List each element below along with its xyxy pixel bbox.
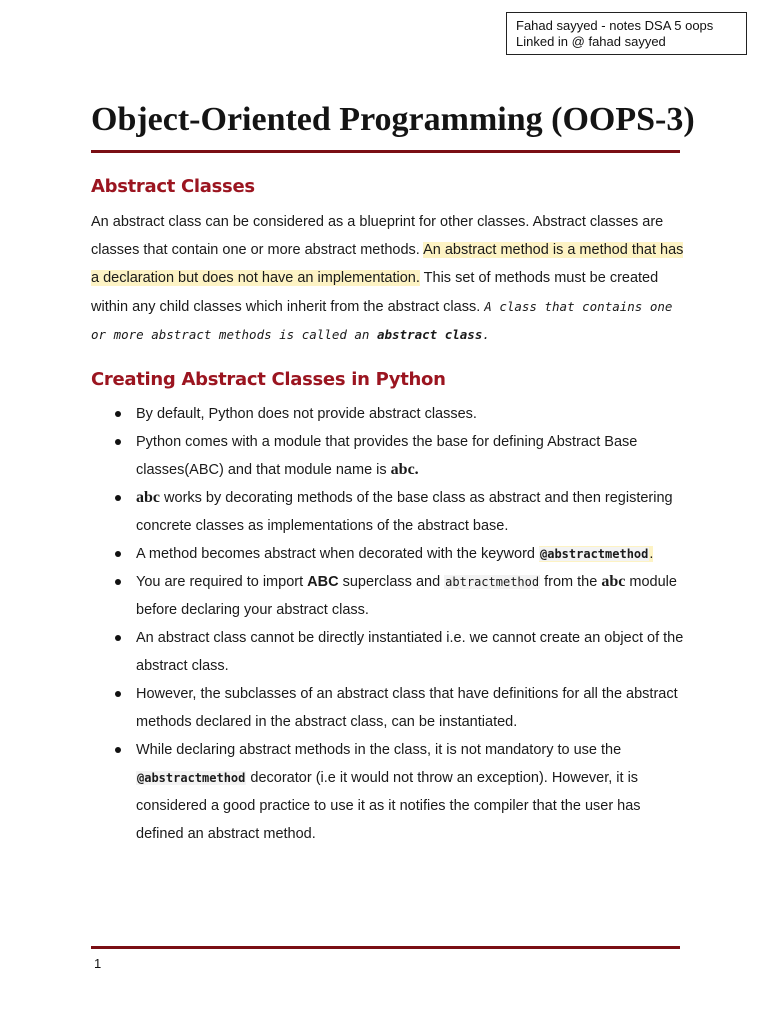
highlighted-definition: An abstract method is a method that has a declaration but does not have an implementation.	[91, 242, 684, 287]
bullet-item-8	[112, 736, 692, 848]
italic-end: .	[482, 326, 490, 342]
bullet-6-text: An abstract class cannot be directly instantiated i.e. we cannot create an object of the abstract class.	[136, 630, 684, 674]
bullet-3-bold: abc	[136, 489, 160, 506]
heading-creating-abstract-classes: Creating Abstract Classes in Python	[91, 369, 446, 390]
bullet-4-code: @abstractmethod	[540, 547, 649, 561]
bullet-8-text-a: While declaring abstract methods in the class, it is not mandatory to use the	[136, 742, 622, 758]
bullet-5-text-c: from the	[540, 574, 602, 590]
para-text-b: This set of methods must be created within any child classes which inherit from the abstract class.	[91, 270, 659, 315]
bullet-5-text-d: module before declaring your abstract class.	[136, 574, 677, 618]
bullet-item-1	[112, 400, 692, 428]
bullet-7-text: However, the subclasses of an abstract class that have definitions for all the abstract methods declared in the abstract class, can be instantiated.	[136, 686, 678, 730]
heading-abstract-classes: Abstract Classes	[91, 176, 255, 197]
bullet-5-text-b: superclass and	[338, 574, 445, 590]
bullet-4-highlight	[539, 546, 653, 562]
bullet-5-text-a: You are required to import	[136, 574, 308, 590]
bullet-list	[112, 400, 692, 848]
page-title: Object-Oriented Programming (OOPS-3)	[91, 101, 695, 138]
title-divider	[91, 150, 680, 153]
bullet-item-4	[112, 540, 692, 568]
bullet-2-bold: abc.	[390, 461, 419, 478]
bullet-3-text: works by decorating methods of the base class as abstract and then registering concrete classes as implementations of the abstract base.	[136, 490, 673, 534]
bullet-item-3	[112, 484, 692, 540]
bullet-8-code: @abstractmethod	[137, 771, 246, 785]
bullet-4-end: .	[649, 546, 654, 562]
bullet-item-2	[112, 428, 692, 484]
bullet-4-text: A method becomes abstract when decorated with the keyword	[136, 546, 539, 562]
bullet-item-5	[112, 568, 692, 624]
author-note-line-1: Fahad sayyed - notes DSA 5 oops	[516, 18, 714, 33]
bullet-item-6	[112, 624, 692, 680]
italic-bold-term: abstract class	[376, 326, 483, 342]
page-number: 1	[94, 956, 102, 971]
footer-divider	[91, 946, 680, 949]
bullet-5-code: abtractmethod	[445, 575, 540, 589]
author-note-box	[506, 12, 747, 55]
bullet-2-text: Python comes with a module that provides the base for defining Abstract Base classes(ABC) and that module name is	[136, 434, 638, 478]
author-note-line-2: Linked in @ fahad sayyed	[516, 34, 666, 49]
abstract-classes-paragraph	[91, 208, 691, 349]
para-text-a: An abstract class can be considered as a blueprint for other classes. Abstract classes are classes that contain one or more abstract methods.	[91, 214, 664, 259]
bullet-item-7	[112, 680, 692, 736]
bullet-1-text: By default, Python does not provide abstract classes.	[136, 406, 477, 422]
bullet-5-bold-1: ABC	[307, 574, 339, 590]
italic-text: A class that contains one or more abstract methods is called an	[91, 298, 673, 342]
bullet-8-text-b: decorator (i.e it would not throw an exception). However, it is considered a good practice to use it as it notifies the compiler that the user has defined an abstract method.	[136, 770, 641, 842]
bullet-5-bold-2: abc	[601, 573, 626, 590]
